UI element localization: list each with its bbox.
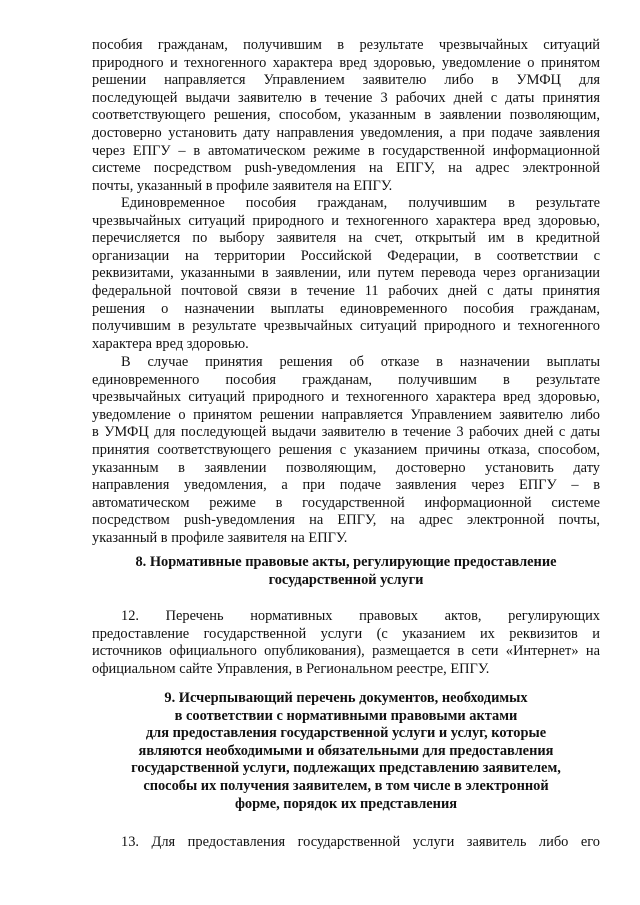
paragraph-refusal-notification — [92, 354, 600, 548]
text-line: официальном сайте Управления, в Региональном реестре, ЕПГУ. — [92, 660, 490, 677]
text-line: организации на территории Российской Федерации, в соответствии с — [92, 247, 600, 264]
text-line: реквизитами, указанными в заявлении, или путем перевода через организации — [92, 265, 600, 282]
text-line: получившим в результате чрезвычайных ситуаций природного и техногенного — [92, 318, 600, 335]
text-line: посредством push-уведомления на ЕПГУ, на адрес электронной почты, — [92, 512, 600, 529]
text-line: В случае принятия решения об отказе в назначении выплаты — [121, 354, 600, 370]
text-line: последующей выдачи заявителю в течение 3 рабочих дней с даты принятия — [92, 89, 600, 106]
section-8-paragraph — [92, 608, 600, 678]
section-9-heading — [92, 690, 600, 813]
text-line: в УМФЦ для последующей выдачи заявителю в течение 3 рабочих дней с даты — [92, 424, 600, 441]
text-line: направления уведомления, а при подаче заявления через ЕПГУ – в — [92, 477, 600, 494]
heading-line: в соответствии с нормативными правовыми актами — [174, 707, 518, 724]
text-line: указанным в заявлении позволяющим, достоверно установить дату — [92, 459, 600, 476]
text-line: пособия гражданам, получившим в результате чрезвычайных ситуаций — [92, 37, 600, 53]
text-line: системе посредством push-уведомления на ЕПГУ, на адрес электронной — [92, 160, 600, 177]
section-8-heading — [92, 554, 600, 589]
heading-line: 9. Исчерпывающий перечень документов, необходимых — [164, 690, 528, 706]
text-line: перечисляется по выбору заявителя на счет, открытый им в кредитной — [92, 230, 600, 247]
text-line: 13. Для предоставления государственной услуги заявитель либо его — [121, 834, 600, 850]
heading-line: являются необходимыми и обязательными для предоставления — [138, 742, 554, 759]
text-line: федеральной почтовой связи в течение 11 рабочих дней с даты принятия — [92, 282, 600, 299]
text-line: автоматическом режиме в государственной информационной системе — [92, 494, 600, 511]
text-line: характера вред здоровью. — [92, 335, 249, 352]
text-line: достоверно установить дату направления уведомления, а при подаче заявления — [92, 124, 600, 141]
heading-line: государственной услуги — [268, 571, 424, 588]
heading-line: форме, порядок их представления — [234, 795, 458, 812]
text-line: решении направляется Управлением заявителю либо в УМФЦ для — [92, 72, 600, 89]
text-line: чрезвычайных ситуаций природного и техногенного характера вред здоровью, — [92, 212, 600, 229]
text-line: указанный в профиле заявителя на ЕПГУ. — [92, 529, 348, 546]
text-line: почты, указанный в профиле заявителя на ЕПГУ. — [92, 177, 393, 194]
text-line: решения о назначении выплаты единовременного пособия гражданам, — [92, 300, 600, 317]
heading-line: для предоставления государственной услуги и услуг, которые — [145, 725, 547, 742]
text-line: через ЕПГУ – в автоматическом режиме в государственной информационной — [92, 142, 600, 159]
text-line: принятия соответствующего решения с указанием причины отказа, способом, — [92, 441, 600, 458]
text-line: уведомление о принятом решении направляется Управлением заявителю либо — [92, 406, 600, 423]
text-line: 12. Перечень нормативных правовых актов, регулирующих — [121, 608, 600, 624]
text-line: Единовременное пособия гражданам, получившим в результате — [121, 195, 600, 211]
text-line: природного и техногенного характера вред здоровью, уведомление о принятом — [92, 54, 600, 71]
heading-line: государственной услуги, подлежащих представлению заявителем, — [131, 760, 561, 777]
paragraph-payment-transfer — [92, 195, 600, 353]
paragraph-notification-approval — [92, 37, 600, 195]
text-line: соответствующего решения, способом, указанным в заявлении позволяющим, — [92, 107, 600, 124]
text-line: чрезвычайных ситуаций природного и техногенного характера вред здоровью, — [92, 389, 600, 406]
heading-line: способы их получения заявителем, в том числе в электронной — [143, 777, 549, 794]
text-line: единовременного пособия гражданам, получившим в результате — [92, 371, 600, 388]
text-line: предоставление государственной услуги (с указанием их реквизитов и — [92, 625, 600, 642]
section-9-paragraph — [92, 834, 600, 852]
heading-line: 8. Нормативные правовые акты, регулирующие предоставление — [135, 554, 557, 570]
text-line: источников официального опубликования), размещается в сети «Интернет» на — [92, 643, 600, 660]
